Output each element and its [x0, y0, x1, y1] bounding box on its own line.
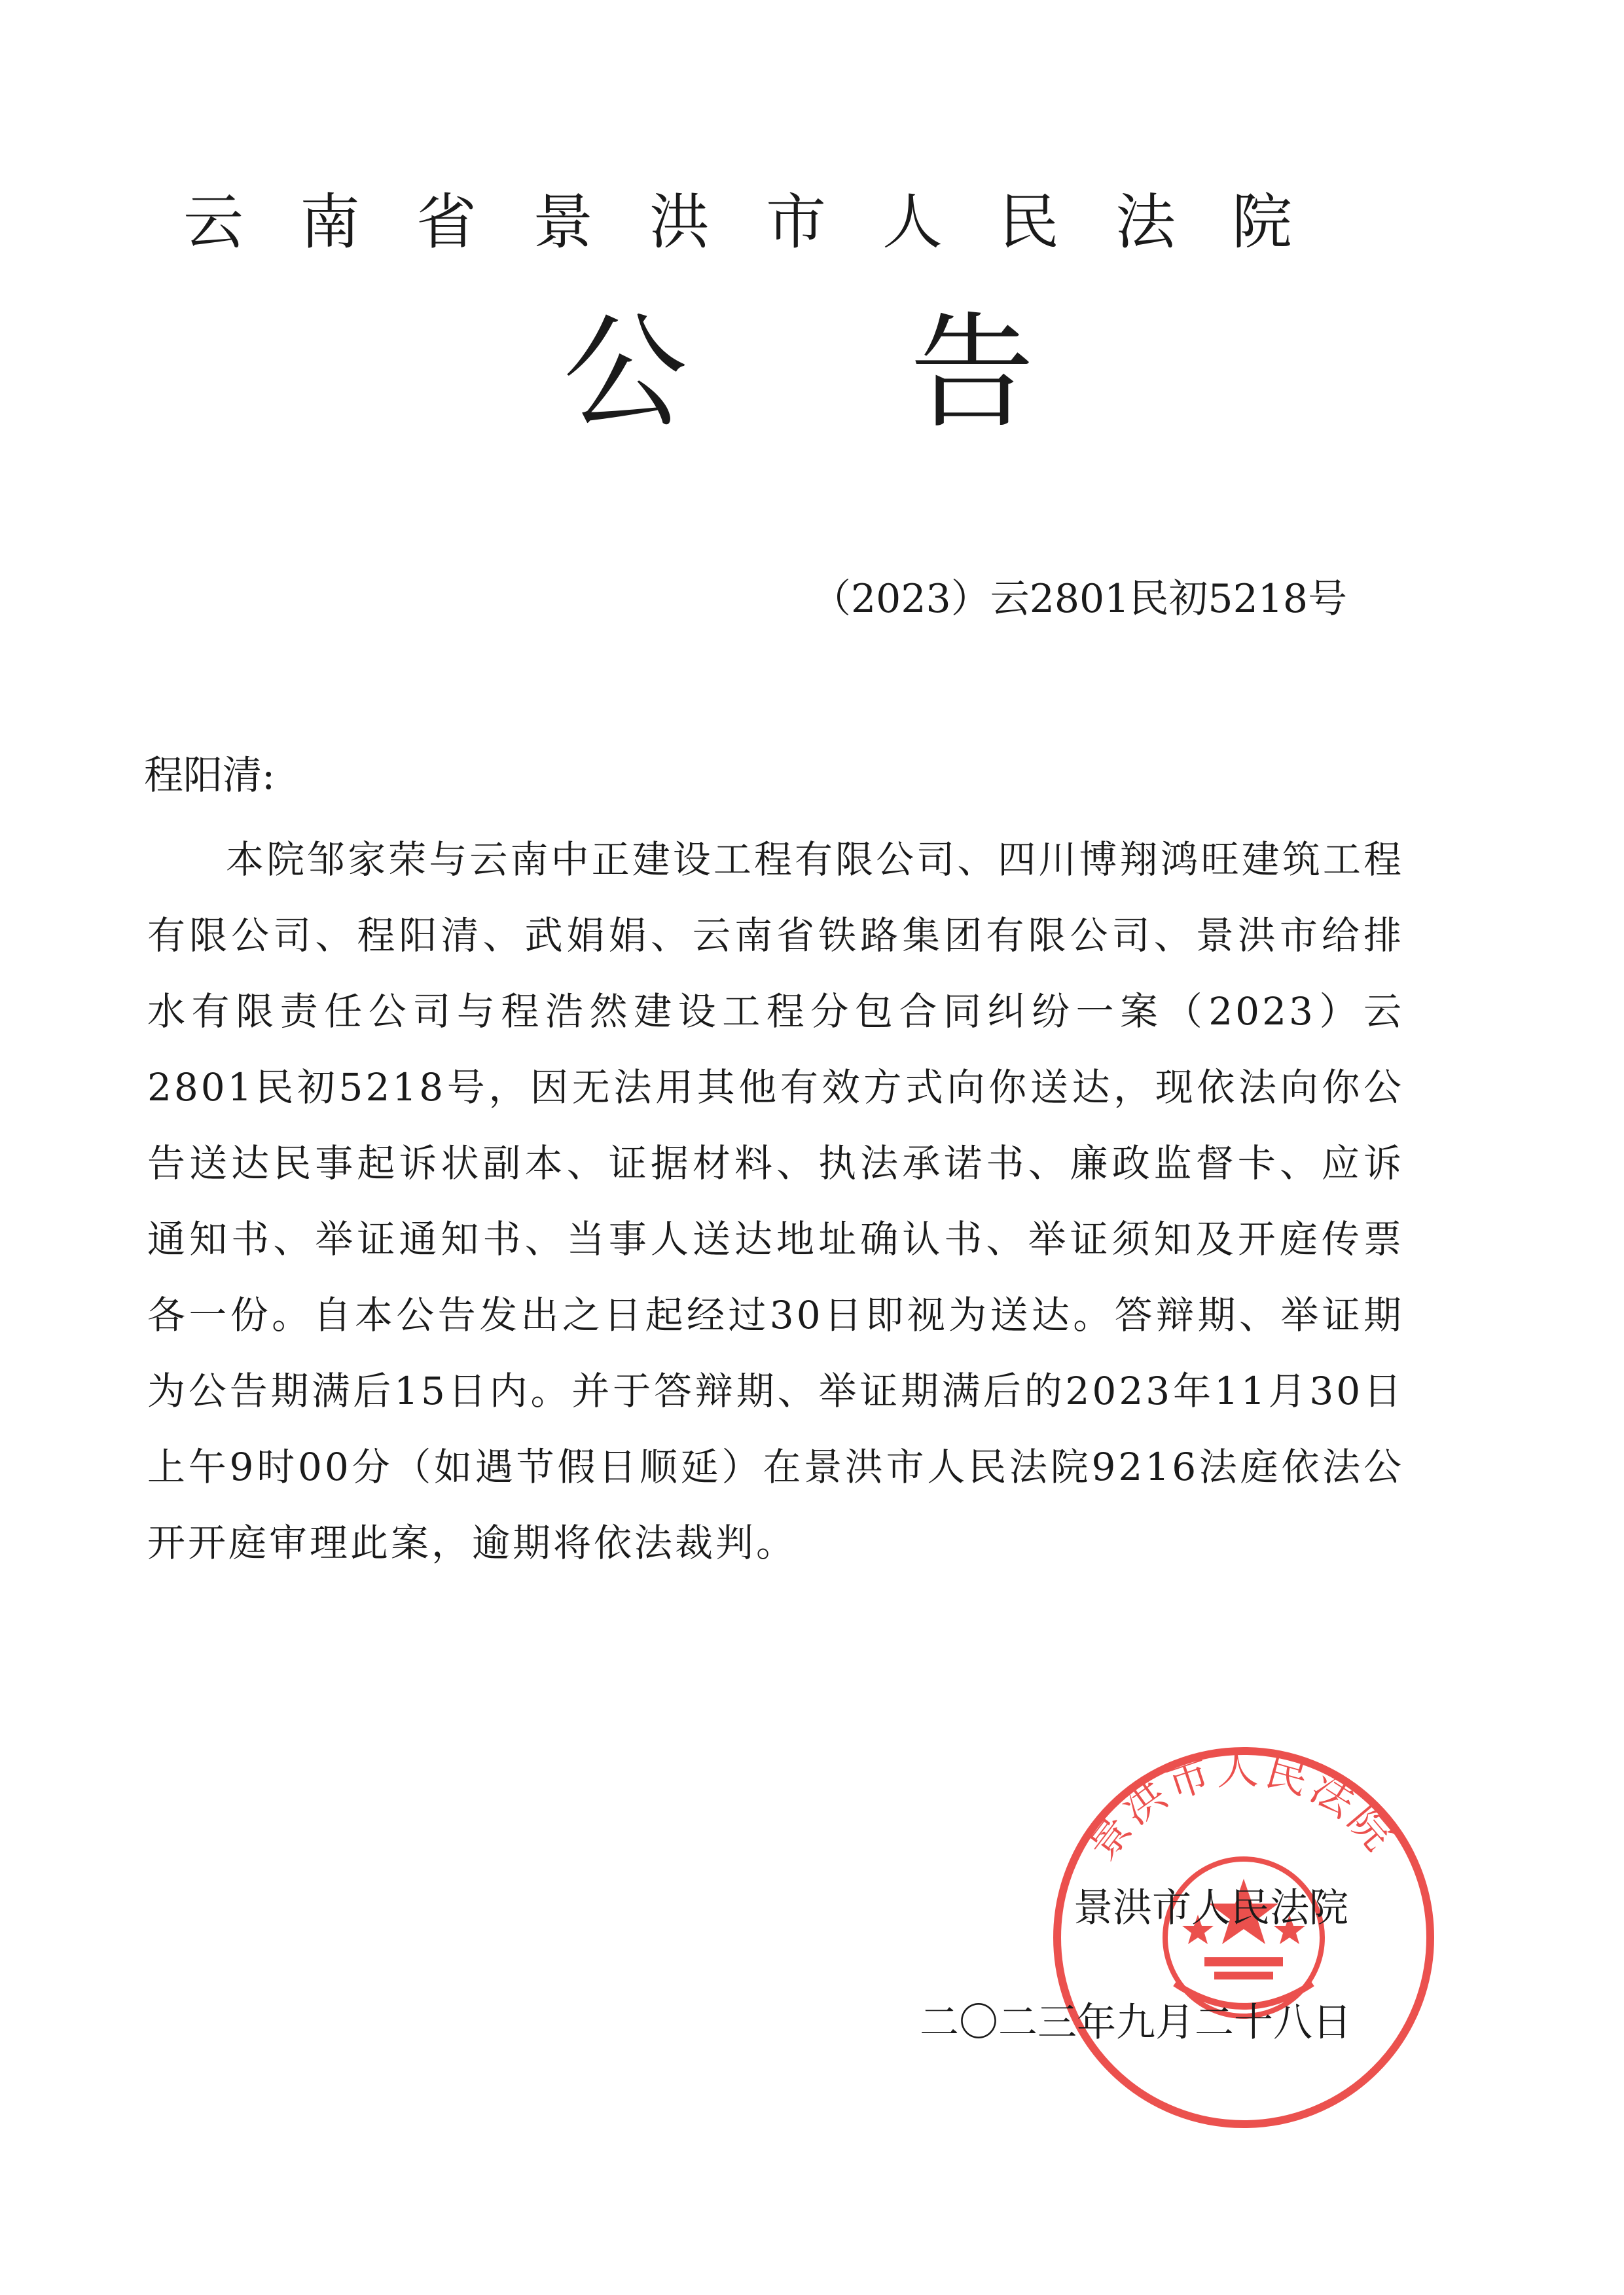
svg-text:景洪市人民法院 [1077, 1745, 1405, 1869]
case-number: （2023）云2801民初5218号 [812, 576, 1348, 622]
court-seal-icon [1047, 1741, 1440, 2134]
signature-date: 二〇二三年九月二十八日 [920, 2000, 1352, 2046]
document-title: 公告 [563, 300, 1257, 445]
court-name-heading: 云南省景洪市人民法院 [183, 187, 1349, 257]
addressee: 程阳清: [144, 753, 276, 799]
seal-lettering: 景洪市人民法院 [1077, 1745, 1405, 1869]
notice-body: 本院邹家荣与云南中正建设工程有限公司、四川博翔鸿旺建筑工程有限公司、程阳清、武娟娟、云南省铁路集团有限公司、景洪市给排水有限责任公司与程浩然建设工程分包合同纠纷一案（2023）云2801民初5218号，因无法用其他有效方式向你送达，现依法向你公告送达民事起诉状副本、证据材料、执法承诺书、廉政监督卡、应诉通知书、举证通知书、当事人送达地址确认书、举证须知及开庭传票各一份。自本公告发出之日起经过30日即视为送达。答辩期、举证期为公告期满后15日内。并于答辩期、举证期满后的2023年11月30日上午9时00分（如遇节假日顺延）在景洪市人民法院9216法庭依法公开开庭审理此案，逾期将依法裁判。 [147, 837, 1404, 1565]
signature-court: 景洪市人民法院 [1074, 1885, 1348, 1931]
